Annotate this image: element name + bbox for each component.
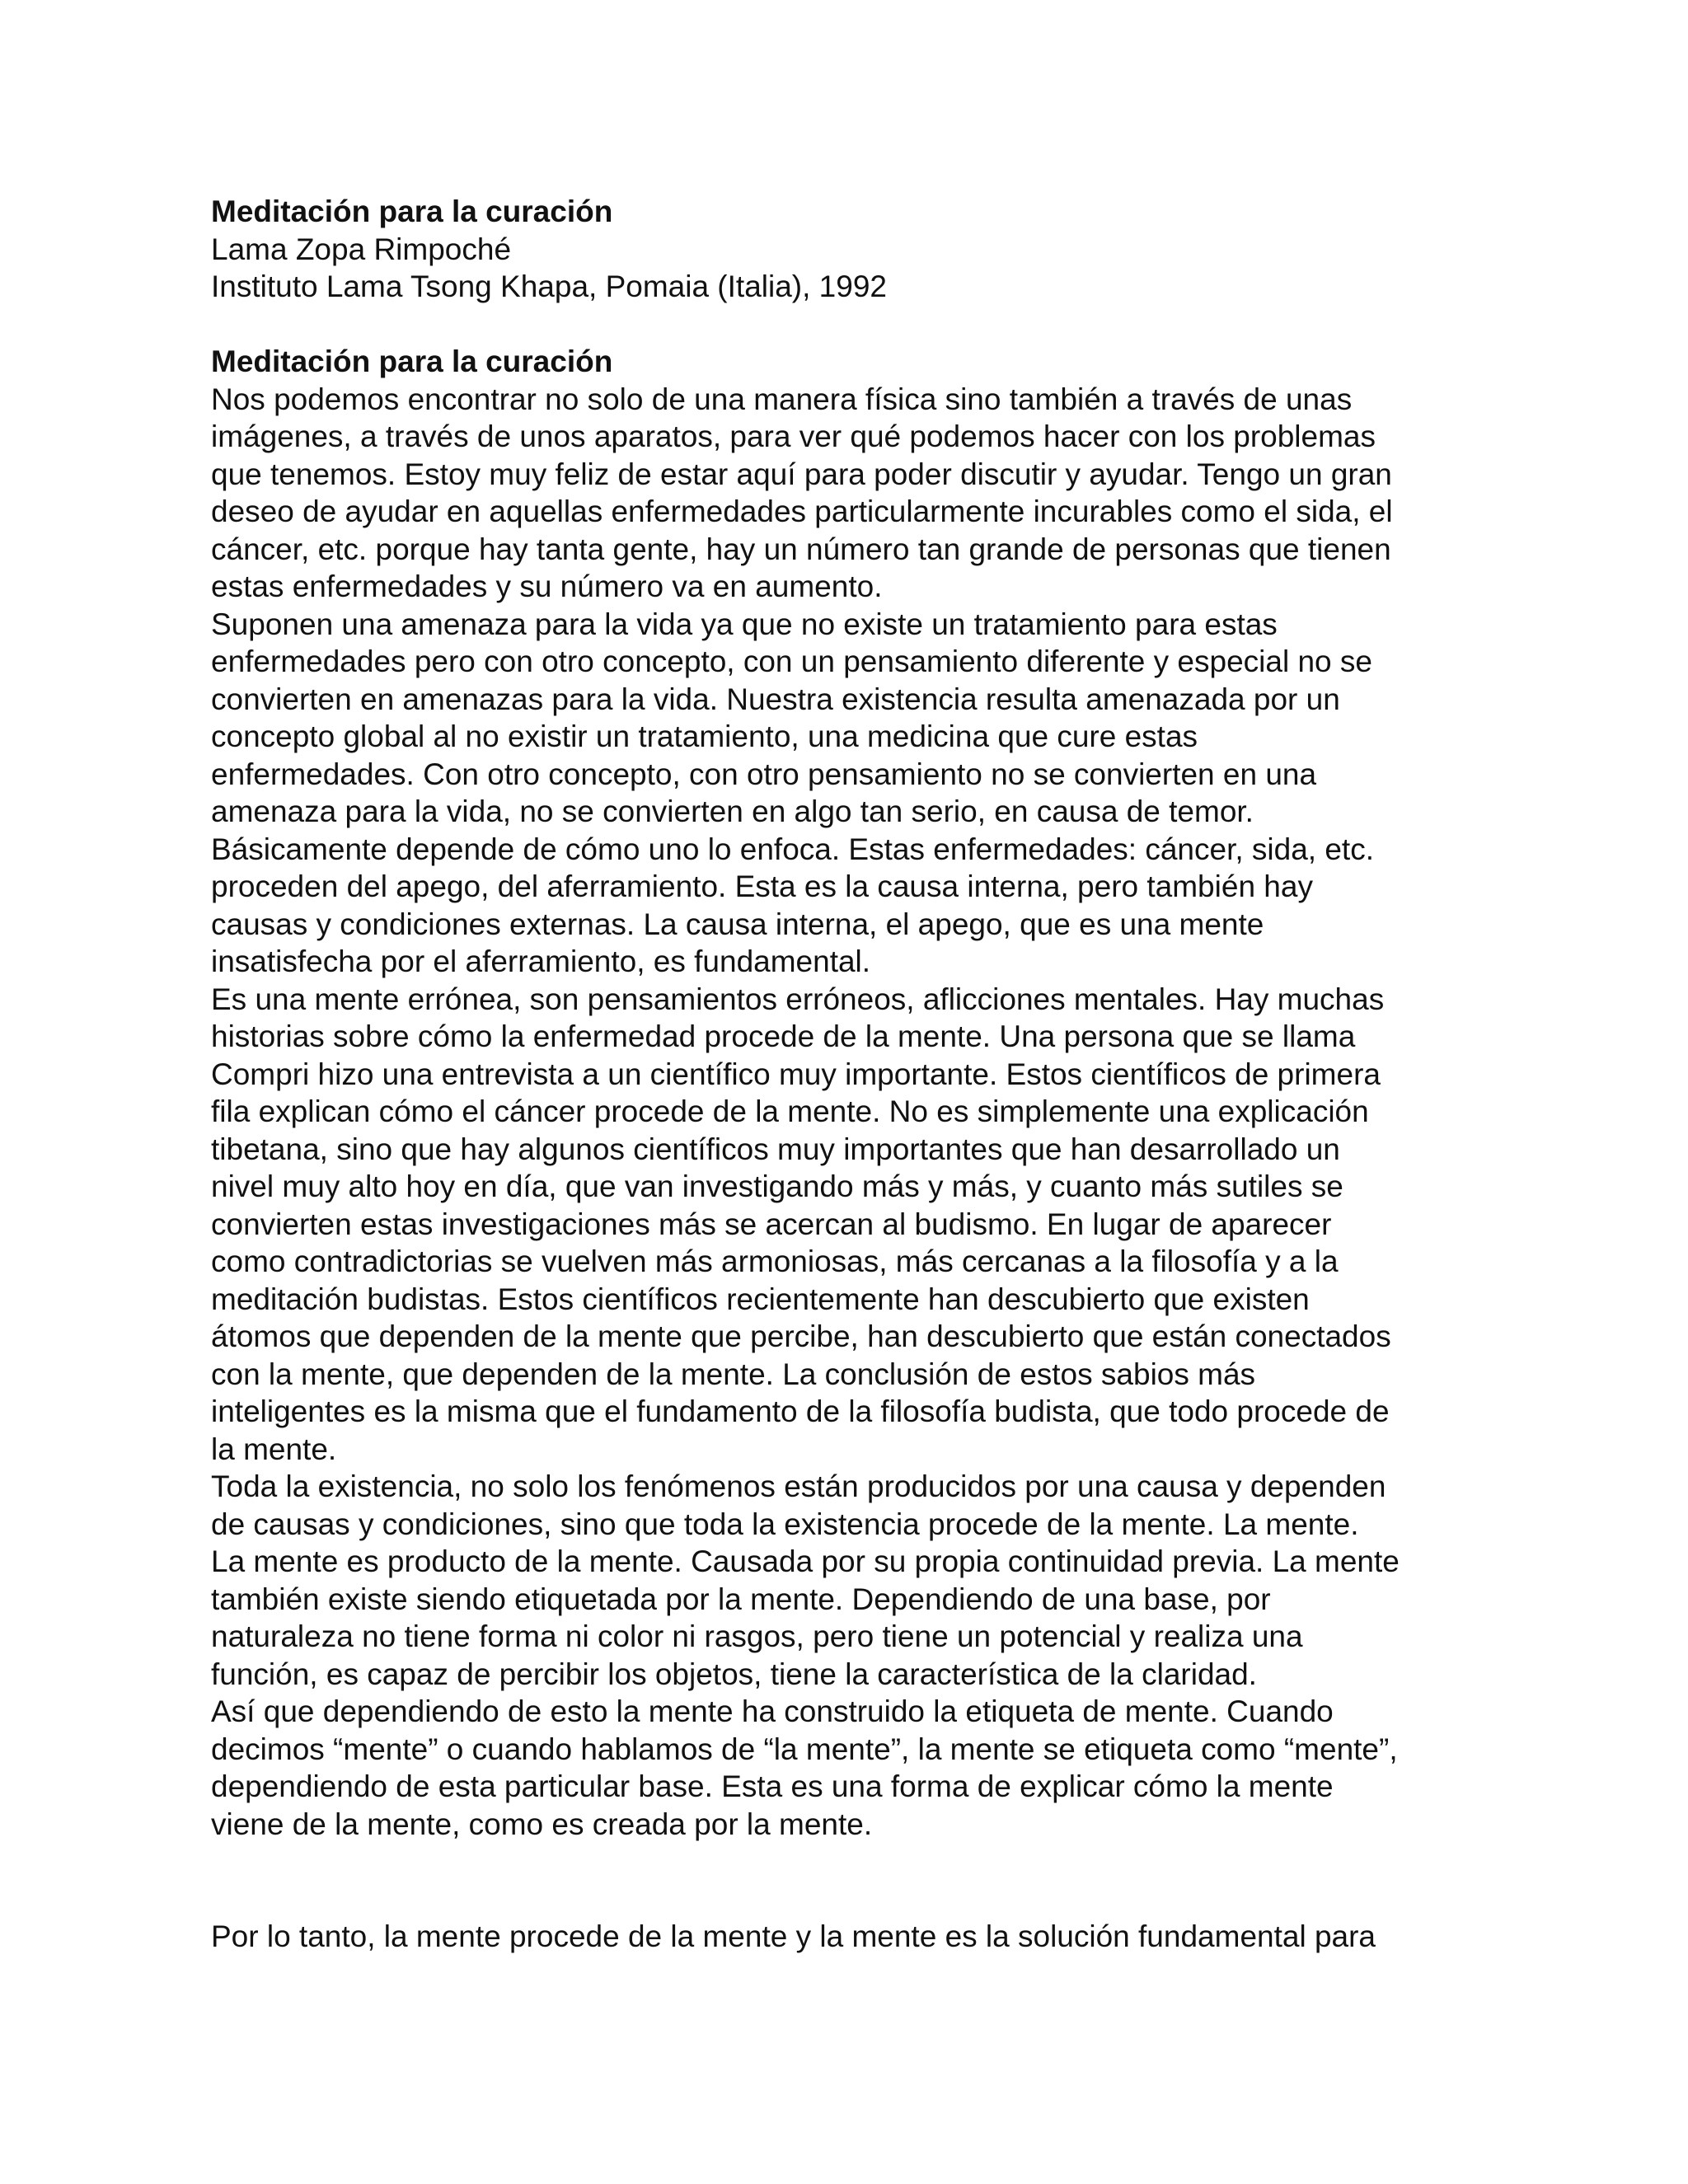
document-body <box>211 193 1497 1956</box>
spacer <box>211 306 1497 344</box>
paragraph-line: proceden del apego, del aferramiento. Esta es la causa interna, pero también hay <box>211 869 1313 903</box>
paragraph-line: nivel muy alto hoy en día, que van investigando más y más, y cuanto más sutiles se <box>211 1169 1343 1203</box>
document-source: Instituto Lama Tsong Khapa, Pomaia (Italia), 1992 <box>211 269 887 303</box>
paragraph-line: con la mente, que dependen de la mente. La conclusión de estos sabios más <box>211 1357 1256 1391</box>
paragraph-line: insatisfecha por el aferramiento, es fundamental. <box>211 944 871 978</box>
paragraph-line: tibetana, sino que hay algunos científicos muy importantes que han desarrollado un <box>211 1132 1340 1166</box>
paragraph-line: enfermedades. Con otro concepto, con otro pensamiento no se convierten en una <box>211 757 1317 791</box>
paragraph-line: Compri hizo una entrevista a un científico muy importante. Estos científicos de primera <box>211 1057 1381 1091</box>
paragraph-line: causas y condiciones externas. La causa interna, el apego, que es una mente <box>211 907 1264 941</box>
paragraph-line: convierten estas investigaciones más se acercan al budismo. En lugar de aparecer <box>211 1207 1332 1241</box>
paragraph-line: Así que dependiendo de esto la mente ha construido la etiqueta de mente. Cuando <box>211 1694 1334 1728</box>
paragraphs-container <box>211 381 1497 1844</box>
paragraph <box>211 1468 1497 1693</box>
paragraph-line: Suponen una amenaza para la vida ya que no existe un tratamiento para estas <box>211 607 1278 641</box>
paragraph-line: estas enfermedades y su número va en aumento. <box>211 569 883 603</box>
document-title: Meditación para la curación <box>211 194 613 228</box>
paragraph-line: imágenes, a través de unos aparatos, para ver qué podemos hacer con los problemas <box>211 419 1376 453</box>
closing-line: Por lo tanto, la mente procede de la mente y la mente es la solución fundamental para <box>211 1919 1376 1953</box>
paragraph-line: fila explican cómo el cáncer procede de la mente. No es simplemente una explicación <box>211 1094 1369 1128</box>
paragraph-line: La mente es producto de la mente. Causada por su propia continuidad previa. La mente <box>211 1544 1400 1578</box>
paragraph-line: naturaleza no tiene forma ni color ni rasgos, pero tiene un potencial y realiza una <box>211 1619 1303 1653</box>
paragraph-line: meditación budistas. Estos científicos recientemente han descubierto que existen <box>211 1282 1310 1316</box>
paragraph-line: átomos que dependen de la mente que percibe, han descubierto que están conectados <box>211 1319 1391 1353</box>
document-author: Lama Zopa Rimpoché <box>211 232 512 266</box>
paragraph-line: historias sobre cómo la enfermedad procede de la mente. Una persona que se llama <box>211 1019 1356 1053</box>
paragraph-line: función, es capaz de percibir los objetos, tiene la característica de la claridad. <box>211 1657 1257 1691</box>
paragraph-line: la mente. <box>211 1432 337 1466</box>
paragraph-line: inteligentes es la misma que el fundamento de la filosofía budista, que todo procede de <box>211 1394 1390 1428</box>
section-heading: Meditación para la curación <box>211 344 613 378</box>
paragraph-line: amenaza para la vida, no se convierten en algo tan serio, en causa de temor. <box>211 794 1254 828</box>
paragraph-line: Básicamente depende de cómo uno lo enfoca. Estas enfermedades: cáncer, sida, etc. <box>211 832 1374 866</box>
paragraph-line: decimos “mente” o cuando hablamos de “la mente”, la mente se etiqueta como “mente”, <box>211 1732 1398 1766</box>
paragraph-line: viene de la mente, como es creada por la mente. <box>211 1807 873 1841</box>
paragraph-line: deseo de ayudar en aquellas enfermedades particularmente incurables como el sida, el <box>211 494 1393 528</box>
paragraph-line: Es una mente errónea, son pensamientos erróneos, aflicciones mentales. Hay muchas <box>211 982 1385 1016</box>
paragraph-line: Toda la existencia, no solo los fenómenos están producidos por una causa y dependen <box>211 1469 1386 1503</box>
paragraph-line: concepto global al no existir un tratamiento, una medicina que cure estas <box>211 719 1198 753</box>
paragraph-line: cáncer, etc. porque hay tanta gente, hay un número tan grande de personas que tienen <box>211 532 1391 566</box>
paragraph <box>211 1693 1497 1843</box>
paragraph-line: convierten en amenazas para la vida. Nuestra existencia resulta amenazada por un <box>211 682 1340 716</box>
paragraph <box>211 981 1497 1469</box>
paragraph-line: como contradictorias se vuelven más armoniosas, más cercanas a la filosofía y a la <box>211 1244 1339 1278</box>
paragraph-line: enfermedades pero con otro concepto, con un pensamiento diferente y especial no se <box>211 644 1372 678</box>
paragraph-line: de causas y condiciones, sino que toda la existencia procede de la mente. La mente. <box>211 1507 1359 1541</box>
paragraph <box>211 381 1497 606</box>
spacer <box>211 1843 1497 1918</box>
paragraph-line: también existe siendo etiquetada por la mente. Dependiendo de una base, por <box>211 1582 1271 1616</box>
paragraph-line: que tenemos. Estoy muy feliz de estar aquí para poder discutir y ayudar. Tengo un gran <box>211 457 1392 491</box>
paragraph-line: dependiendo de esta particular base. Esta es una forma de explicar cómo la mente <box>211 1769 1334 1803</box>
paragraph <box>211 606 1497 981</box>
paragraph-line: Nos podemos encontrar no solo de una manera física sino también a través de unas <box>211 382 1353 416</box>
